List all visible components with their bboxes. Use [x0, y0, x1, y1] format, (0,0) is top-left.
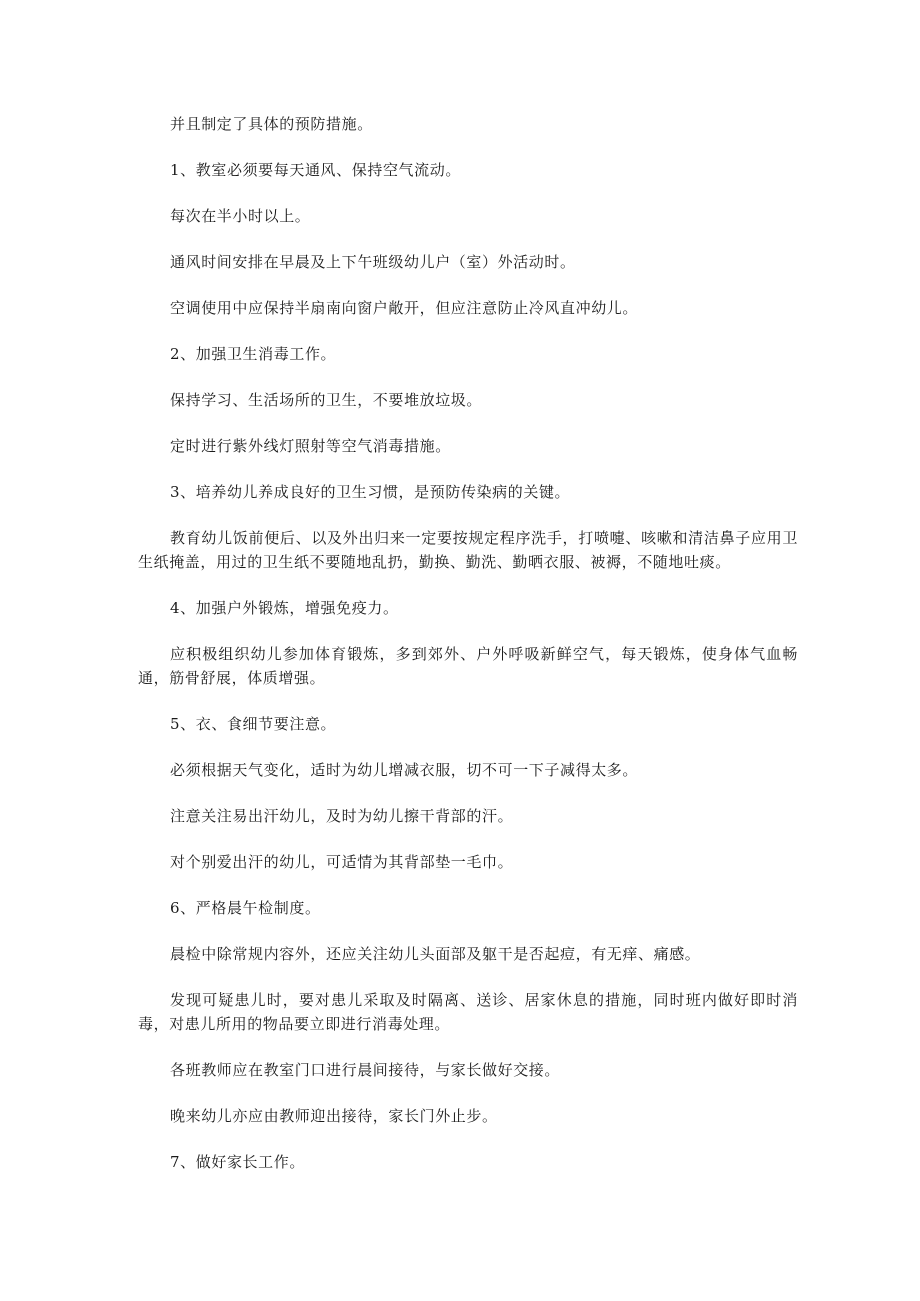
paragraph: 教育幼儿饭前便后、以及外出归来一定要按规定程序洗手，打喷嚏、咳嗽和清洁鼻子应用卫生纸掩盖，用过的卫生纸不要随地乱扔，勤换、勤洗、勤晒衣服、被褥，不随地吐痰。	[138, 529, 798, 571]
paragraph: 通风时间安排在早晨及上下午班级幼儿户（室）外活动时。	[170, 253, 576, 271]
paragraph: 空调使用中应保持半扇南向窗户敞开，但应注意防止冷风直冲幼儿。	[170, 299, 639, 317]
paragraph: 晨检中除常规内容外，还应关注幼儿头面部及躯干是否起痘，有无痒、痛感。	[170, 945, 701, 963]
section-heading: 4、加强户外锻炼，增强免疫力。	[170, 599, 399, 617]
paragraph: 注意关注易出汗幼儿，及时为幼儿擦干背部的汗。	[170, 807, 514, 825]
section-heading: 5、衣、食细节要注意。	[170, 715, 337, 733]
paragraph: 必须根据天气变化，适时为幼儿增减衣服，切不可一下子减得太多。	[170, 761, 639, 779]
section-heading: 6、严格晨午检制度。	[170, 899, 321, 917]
section-heading: 1、教室必须要每天通风、保持空气流动。	[170, 161, 461, 179]
paragraph: 各班教师应在教室门口进行晨间接待，与家长做好交接。	[170, 1061, 561, 1079]
paragraph: 发现可疑患儿时，要对患儿采取及时隔离、送诊、居家休息的措施，同时班内做好即时消毒，对患儿所用的物品要立即进行消毒处理。	[138, 991, 798, 1033]
paragraph: 并且制定了具体的预防措施。	[170, 115, 373, 133]
paragraph: 保持学习、生活场所的卫生，不要堆放垃圾。	[170, 391, 483, 409]
section-heading: 7、做好家长工作。	[170, 1153, 305, 1171]
paragraph: 对个别爱出汗的幼儿，可适情为其背部垫一毛巾。	[170, 853, 514, 871]
document-body	[138, 112, 798, 1196]
section-heading: 2、加强卫生消毒工作。	[170, 345, 337, 363]
paragraph: 每次在半小时以上。	[170, 207, 311, 225]
section-heading: 3、培养幼儿养成良好的卫生习惯，是预防传染病的关键。	[170, 483, 571, 501]
paragraph: 晚来幼儿亦应由教师迎出接待，家长门外止步。	[170, 1107, 498, 1125]
paragraph: 定时进行紫外线灯照射等空气消毒措施。	[170, 437, 451, 455]
paragraph: 应积极组织幼儿参加体育锻炼，多到郊外、户外呼吸新鲜空气，每天锻炼，使身体气血畅通，筋骨舒展，体质增强。	[138, 645, 798, 687]
